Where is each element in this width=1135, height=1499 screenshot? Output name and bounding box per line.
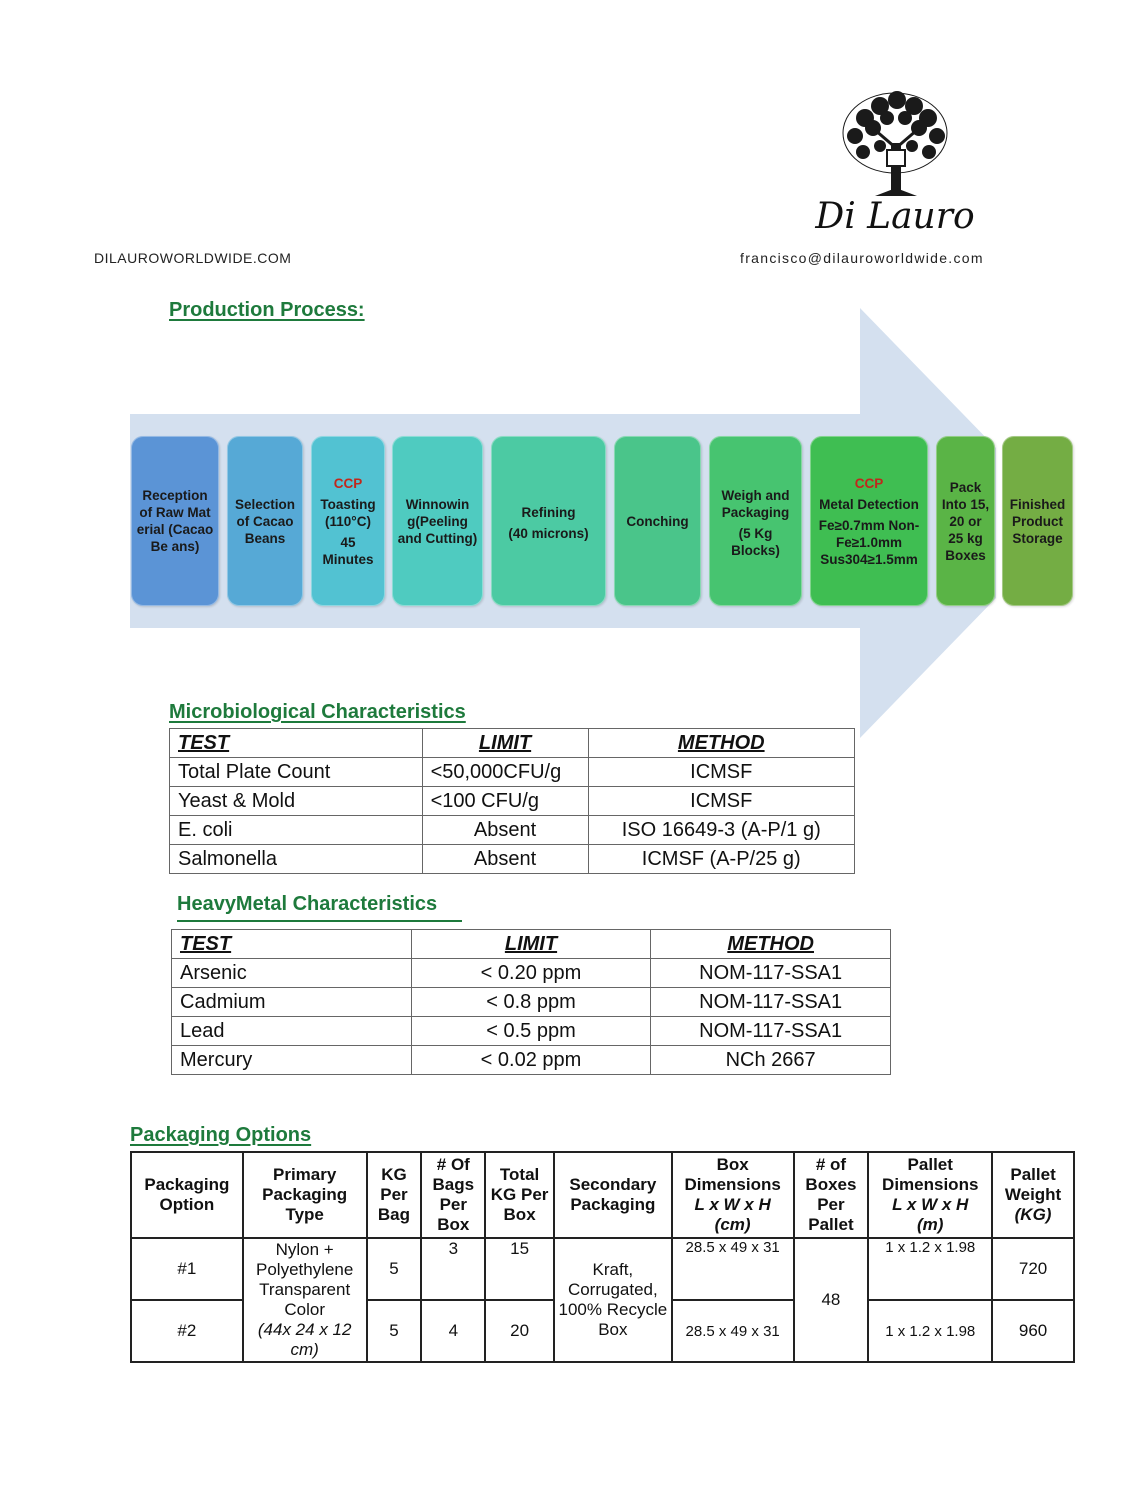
header-pallet-dim-unit: L x W x H <box>892 1195 969 1214</box>
test-cell: Arsenic <box>172 959 412 988</box>
test-cell: Total Plate Count <box>170 758 423 787</box>
process-step: Finished Product Storage <box>1002 436 1073 606</box>
process-step: Winnowin g(Peeling and Cutting) <box>392 436 483 606</box>
heavy-table <box>171 929 891 1075</box>
header-test: TEST <box>170 729 423 758</box>
limit-cell: <100 CFU/g <box>422 787 588 816</box>
table-row <box>131 1238 1074 1300</box>
option-cell: #2 <box>131 1300 243 1362</box>
kg-bag-cell: 5 <box>367 1300 422 1362</box>
company-logo <box>815 88 975 248</box>
micro-table <box>169 728 855 874</box>
limit-cell: < 0.02 ppm <box>411 1046 651 1075</box>
limit-cell: < 0.8 ppm <box>411 988 651 1017</box>
method-cell: NOM-117-SSA1 <box>651 988 891 1017</box>
header-kg-box: Total KG Per Box <box>485 1152 554 1238</box>
method-cell: NOM-117-SSA1 <box>651 1017 891 1046</box>
packaging-table <box>130 1151 1075 1363</box>
test-cell: Lead <box>172 1017 412 1046</box>
table-row <box>172 959 891 988</box>
table-row <box>172 988 891 1017</box>
table-header-row <box>131 1152 1074 1238</box>
header-boxes-pallet: # of Boxes Per Pallet <box>794 1152 869 1238</box>
header-primary: Primary Packaging Type <box>243 1152 367 1238</box>
limit-cell: < 0.20 ppm <box>411 959 651 988</box>
header-pallet-dim <box>868 1152 992 1238</box>
header-pallet-dim-label: Pallet Dimensions <box>882 1155 979 1194</box>
heavy-title: HeavyMetal Characteristics <box>177 893 462 922</box>
header-limit: LIMIT <box>422 729 588 758</box>
table-row <box>170 845 855 874</box>
limit-cell: < 0.5 ppm <box>411 1017 651 1046</box>
table-row <box>170 787 855 816</box>
pallet-weight-cell: 720 <box>992 1238 1074 1300</box>
production-title: Production Process: <box>169 299 365 321</box>
boxes-pallet-cell: 48 <box>794 1238 869 1362</box>
website-text[interactable]: DILAUROWORLDWIDE.COM <box>94 250 292 266</box>
kg-box-cell: 20 <box>485 1300 554 1362</box>
table-header-row <box>172 930 891 959</box>
header-bags-box: # Of Bags Per Box <box>421 1152 485 1238</box>
method-cell: ICMSF (A-P/25 g) <box>588 845 855 874</box>
pallet-weight-cell: 960 <box>992 1300 1074 1362</box>
header-method: METHOD <box>651 930 891 959</box>
header-option: Packaging Option <box>131 1152 243 1238</box>
box-dim-cell: 28.5 x 49 x 31 <box>672 1300 794 1362</box>
table-row <box>170 816 855 845</box>
process-step: Weigh and Packaging (5 Kg Blocks) <box>709 436 802 606</box>
logo-wordmark: Di Lauro <box>815 196 975 237</box>
test-cell: Cadmium <box>172 988 412 1017</box>
primary-cell <box>243 1238 367 1362</box>
process-step: CCP Metal Detection Fe≥0.7mm Non-Fe≥1.0mm Sus304≥1.5mm <box>810 436 928 606</box>
process-step: Reception of Raw Mat erial (Cacao Be ans) <box>131 436 219 606</box>
tree-icon <box>815 88 975 198</box>
test-cell: Yeast & Mold <box>170 787 423 816</box>
table-row <box>170 758 855 787</box>
process-step: CCP Toasting (110°C) 45 Minutes <box>311 436 385 606</box>
limit-cell: Absent <box>422 845 588 874</box>
process-step: Pack Into 15, 20 or 25 kg Boxes <box>936 436 995 606</box>
limit-cell: <50,000CFU/g <box>422 758 588 787</box>
method-cell: ICMSF <box>588 787 855 816</box>
option-cell: #1 <box>131 1238 243 1300</box>
primary-type: Nylon + Polyethylene Transparent Color <box>256 1240 354 1319</box>
test-cell: Mercury <box>172 1046 412 1075</box>
header-kg-bag: KG Per Bag <box>367 1152 422 1238</box>
process-step: Refining (40 microns) <box>491 436 606 606</box>
kg-bag-cell: 5 <box>367 1238 422 1300</box>
header-test: TEST <box>172 930 412 959</box>
process-step: Conching <box>614 436 701 606</box>
header-box-dim <box>672 1152 794 1238</box>
header-secondary: Secondary Packaging <box>554 1152 672 1238</box>
header-box-dim-label: Box Dimensions <box>684 1155 781 1194</box>
primary-size: (44x 24 x 12 cm) <box>257 1320 352 1359</box>
micro-title: Microbiological Characteristics <box>169 701 466 723</box>
pallet-dim-cell: 1 x 1.2 x 1.98 <box>868 1300 992 1362</box>
method-cell: ICMSF <box>588 758 855 787</box>
pallet-dim-cell: 1 x 1.2 x 1.98 <box>868 1238 992 1300</box>
secondary-cell: Kraft, Corrugated, 100% Recycle Box <box>554 1238 672 1362</box>
table-header-row <box>170 729 855 758</box>
header-pallet-weight-unit: (KG) <box>1014 1205 1052 1224</box>
packaging-title: Packaging Options <box>130 1124 312 1146</box>
process-step: Selection of Cacao Beans <box>227 436 303 606</box>
bags-box-cell: 3 <box>421 1238 485 1300</box>
table-row <box>172 1046 891 1075</box>
box-dim-cell: 28.5 x 49 x 31 <box>672 1238 794 1300</box>
header-pallet-dim-m: (m) <box>917 1215 944 1234</box>
email-text[interactable]: francisco@dilauroworldwide.com <box>740 250 984 266</box>
limit-cell: Absent <box>422 816 588 845</box>
header-pallet-weight <box>992 1152 1074 1238</box>
test-cell: E. coli <box>170 816 423 845</box>
method-cell: NCh 2667 <box>651 1046 891 1075</box>
header-box-dim-unit: L x W x H <box>694 1195 771 1214</box>
bags-box-cell: 4 <box>421 1300 485 1362</box>
header-box-dim-cm: (cm) <box>714 1215 751 1234</box>
test-cell: Salmonella <box>170 845 423 874</box>
header-method: METHOD <box>588 729 855 758</box>
method-cell: NOM-117-SSA1 <box>651 959 891 988</box>
table-row <box>172 1017 891 1046</box>
header-limit: LIMIT <box>411 930 651 959</box>
header-pallet-weight-label: Pallet Weight <box>1004 1165 1062 1204</box>
kg-box-cell: 15 <box>485 1238 554 1300</box>
method-cell: ISO 16649-3 (A-P/1 g) <box>588 816 855 845</box>
